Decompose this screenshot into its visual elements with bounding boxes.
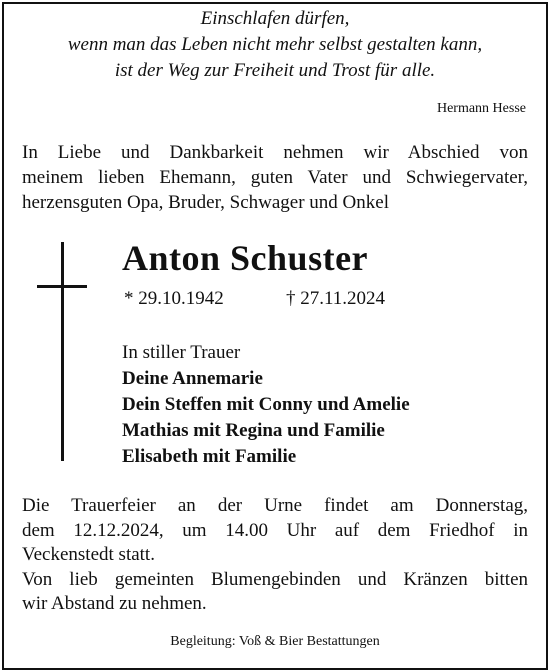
- birth-date: * 29.10.1942: [124, 288, 224, 309]
- intro-paragraph: [22, 140, 528, 215]
- quote-line: Einschlafen dürfen,: [200, 8, 350, 29]
- quote-author: Hermann Hesse: [436, 101, 526, 116]
- footer-credit: Begleitung: Voß & Bier Bestattungen: [170, 634, 380, 649]
- mourner-name: Mathias mit Regina und Familie: [122, 420, 385, 441]
- quote: [20, 6, 530, 84]
- mourners-block: [122, 340, 410, 470]
- death-date: † 27.11.2024: [286, 288, 386, 309]
- funeral-line: Von lieb gemeinten Blumengebinden und Kränzen bitten: [22, 568, 528, 590]
- funeral-line: dem 12.12.2024, um 14.00 Uhr auf dem Friedhof in: [22, 519, 528, 541]
- intro-line: herzensguten Opa, Bruder, Schwager und Onkel: [22, 192, 389, 213]
- mourner-name: Deine Annemarie: [122, 368, 263, 389]
- funeral-line: wir Abstand zu nehmen.: [22, 593, 207, 614]
- mourner-name: Dein Steffen mit Conny und Amelie: [122, 394, 410, 415]
- intro-line: meinem lieben Ehemann, guten Vater und Schwiegervater,: [22, 167, 528, 188]
- cross-vertical-bar: [61, 242, 64, 461]
- deceased-name: Anton Schuster: [122, 238, 369, 278]
- mourners-intro: In stiller Trauer: [122, 342, 241, 363]
- intro-line: In Liebe und Dankbarkeit nehmen wir Abschied von: [22, 142, 528, 163]
- cross-horizontal-bar: [37, 285, 87, 288]
- funeral-line: Veckenstedt statt.: [22, 544, 155, 565]
- quote-line: ist der Weg zur Freiheit und Trost für alle.: [114, 60, 436, 81]
- quote-line: wenn man das Leben nicht mehr selbst gestalten kann,: [67, 34, 483, 55]
- funeral-info: [22, 494, 528, 617]
- mourner-name: Elisabeth mit Familie: [122, 446, 297, 467]
- funeral-line: Die Trauerfeier an der Urne findet am Donnerstag,: [22, 495, 528, 516]
